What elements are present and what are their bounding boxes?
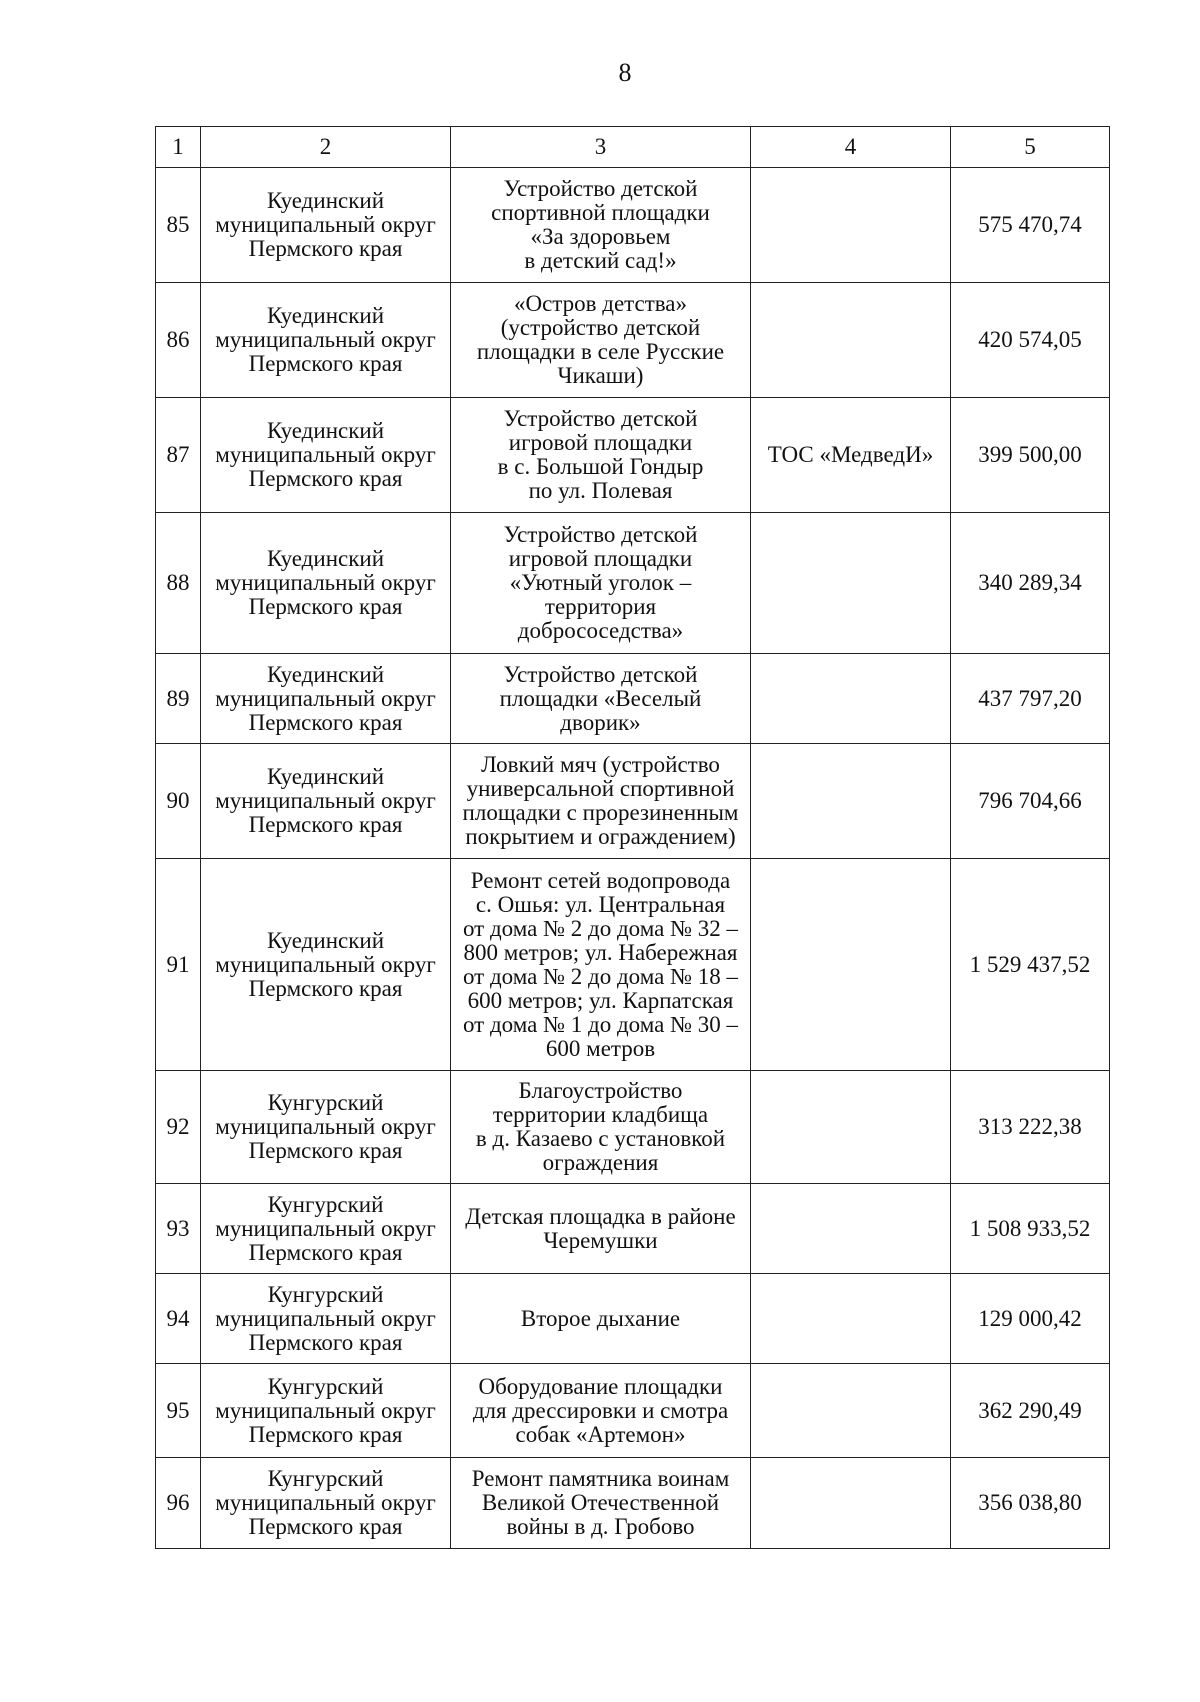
initiator-cell	[751, 1458, 951, 1549]
project-cell: Ремонт сетей водопровода с. Ошья: ул. Центральная от дома № 2 до дома № 32 – 800 метров; ул. Набережная от дома № 2 до дома № 18 – 600 метров; ул. Карпатская от дома № 1 до дома № 30 – 600 метров	[451, 859, 751, 1071]
project-cell: Оборудование площадки для дрессировки и смотра собак «Артемон»	[451, 1364, 751, 1458]
row-number: 94	[156, 1274, 201, 1364]
table-row	[156, 1458, 1110, 1549]
amount-cell: 340 289,34	[951, 513, 1110, 654]
table-row	[156, 744, 1110, 859]
initiator-cell	[751, 168, 951, 283]
table-row	[156, 1071, 1110, 1184]
table-row	[156, 513, 1110, 654]
project-cell: «Остров детства» (устройство детской площадки в селе Русские Чикаши)	[451, 283, 751, 398]
project-cell: Благоустройство территории кладбища в д. Казаево с установкой ограждения	[451, 1071, 751, 1184]
district-cell: Кунгурский муниципальный округ Пермского края	[201, 1071, 451, 1184]
initiator-cell	[751, 744, 951, 859]
row-number: 88	[156, 513, 201, 654]
table-row	[156, 398, 1110, 513]
amount-cell: 356 038,80	[951, 1458, 1110, 1549]
initiator-cell	[751, 283, 951, 398]
row-number: 87	[156, 398, 201, 513]
amount-cell: 362 290,49	[951, 1364, 1110, 1458]
amount-cell: 313 222,38	[951, 1071, 1110, 1184]
table-row	[156, 283, 1110, 398]
district-cell: Куединский муниципальный округ Пермского края	[201, 168, 451, 283]
page-number: 8	[618, 58, 632, 87]
project-cell: Устройство детской спортивной площадки «За здоровьем в детский сад!»	[451, 168, 751, 283]
row-number: 92	[156, 1071, 201, 1184]
header-cell: 5	[951, 127, 1110, 168]
header-cell: 1	[156, 127, 201, 168]
header-cell: 4	[751, 127, 951, 168]
initiator-cell	[751, 1364, 951, 1458]
table-row	[156, 1184, 1110, 1274]
initiator-cell	[751, 859, 951, 1071]
initiator-cell	[751, 654, 951, 744]
district-cell: Куединский муниципальный округ Пермского края	[201, 744, 451, 859]
district-cell: Кунгурский муниципальный округ Пермского края	[201, 1458, 451, 1549]
amount-cell: 129 000,42	[951, 1274, 1110, 1364]
district-cell: Кунгурский муниципальный округ Пермского края	[201, 1274, 451, 1364]
amount-cell: 796 704,66	[951, 744, 1110, 859]
project-cell: Ловкий мяч (устройство универсальной спортивной площадки с прорезиненным покрытием и ограждением)	[451, 744, 751, 859]
district-cell: Куединский муниципальный округ Пермского края	[201, 654, 451, 744]
projects-table	[155, 126, 1110, 1549]
district-cell: Кунгурский муниципальный округ Пермского края	[201, 1184, 451, 1274]
district-cell: Куединский муниципальный округ Пермского края	[201, 859, 451, 1071]
table-row	[156, 1274, 1110, 1364]
header-cell: 3	[451, 127, 751, 168]
row-number: 91	[156, 859, 201, 1071]
table-row	[156, 654, 1110, 744]
project-cell: Детская площадка в районе Черемушки	[451, 1184, 751, 1274]
project-cell: Устройство детской игровой площадки в с. Большой Гондыр по ул. Полевая	[451, 398, 751, 513]
project-cell: Второе дыхание	[451, 1274, 751, 1364]
district-cell: Куединский муниципальный округ Пермского края	[201, 513, 451, 654]
project-cell: Ремонт памятника воинам Великой Отечественной войны в д. Гробово	[451, 1458, 751, 1549]
initiator-cell: ТОС «МедведИ»	[751, 398, 951, 513]
project-cell: Устройство детской игровой площадки «Уютный уголок – территория добрососедства»	[451, 513, 751, 654]
row-number: 90	[156, 744, 201, 859]
district-cell: Куединский муниципальный округ Пермского края	[201, 398, 451, 513]
amount-cell: 1 529 437,52	[951, 859, 1110, 1071]
row-number: 89	[156, 654, 201, 744]
row-number: 86	[156, 283, 201, 398]
district-cell: Кунгурский муниципальный округ Пермского края	[201, 1364, 451, 1458]
amount-cell: 399 500,00	[951, 398, 1110, 513]
amount-cell: 575 470,74	[951, 168, 1110, 283]
row-number: 93	[156, 1184, 201, 1274]
header-row	[156, 127, 1110, 168]
initiator-cell	[751, 1071, 951, 1184]
initiator-cell	[751, 1184, 951, 1274]
initiator-cell	[751, 1274, 951, 1364]
district-cell: Куединский муниципальный округ Пермского края	[201, 283, 451, 398]
amount-cell: 437 797,20	[951, 654, 1110, 744]
table-row	[156, 1364, 1110, 1458]
row-number: 85	[156, 168, 201, 283]
row-number: 95	[156, 1364, 201, 1458]
header-cell: 2	[201, 127, 451, 168]
initiator-cell	[751, 513, 951, 654]
amount-cell: 420 574,05	[951, 283, 1110, 398]
project-cell: Устройство детской площадки «Веселый дворик»	[451, 654, 751, 744]
amount-cell: 1 508 933,52	[951, 1184, 1110, 1274]
table-row	[156, 168, 1110, 283]
table-row	[156, 859, 1110, 1071]
row-number: 96	[156, 1458, 201, 1549]
